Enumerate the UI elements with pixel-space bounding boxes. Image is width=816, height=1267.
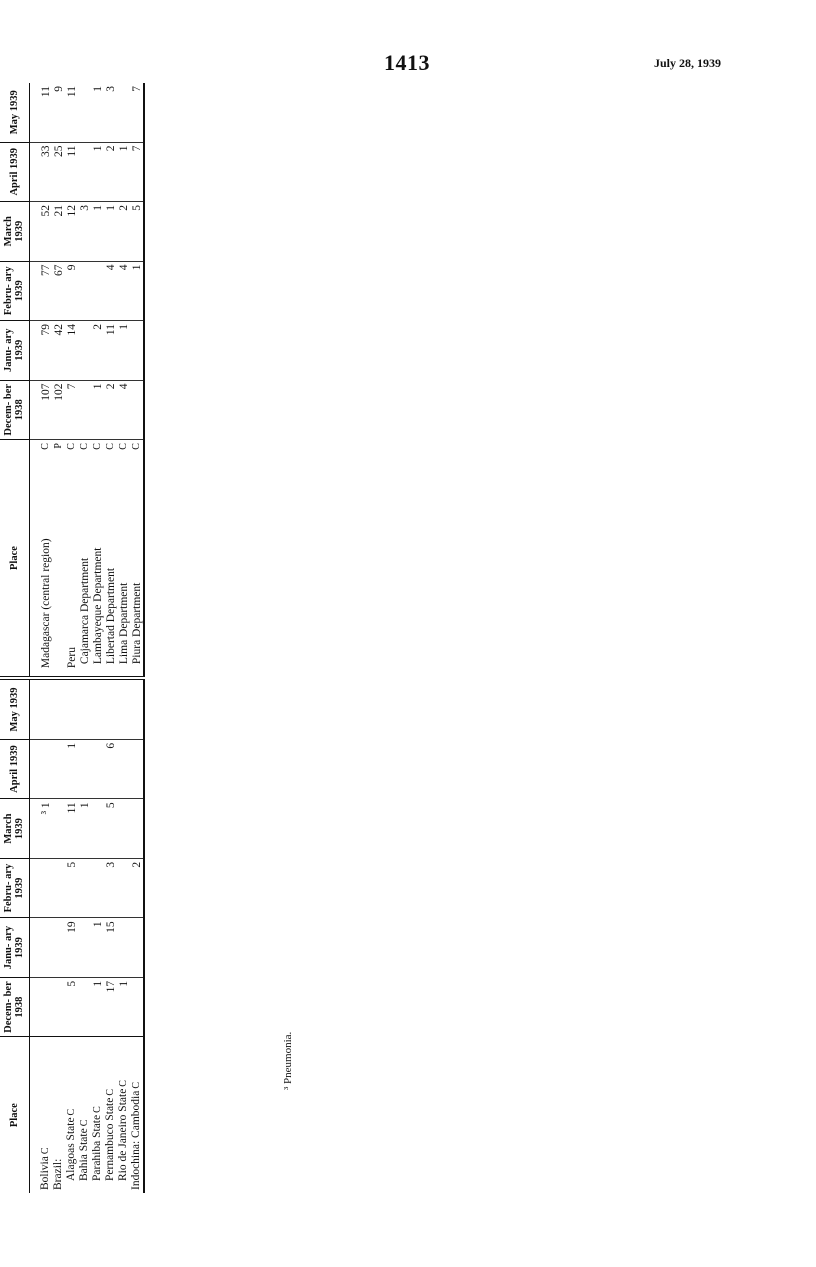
table-row [30, 83, 52, 1193]
value-cell-right-dec: 1 [91, 380, 104, 440]
place-cell-left [117, 1037, 130, 1193]
value-cell-left-dec: 1 [117, 977, 130, 1037]
place-name: Indochina: Cambodia [129, 1090, 142, 1190]
value-cell-right-mar: 12 [65, 202, 78, 262]
value-cell-right-apr: 7 [130, 142, 144, 202]
value-cell-left-feb [117, 858, 130, 918]
disease-code: C [65, 443, 77, 450]
value-cell-left-may [104, 678, 117, 739]
value-cell-left-may [30, 678, 52, 739]
value-cell-right-mar: 5 [130, 202, 144, 262]
value-cell-right-may [78, 83, 91, 142]
value-cell-left-jan [130, 918, 144, 978]
value-cell-right-mar: 2 [117, 202, 130, 262]
place-cell-right [65, 440, 78, 679]
value-cell-left-apr [91, 739, 104, 799]
value-cell-left-apr [130, 739, 144, 799]
disease-code: C [78, 443, 90, 450]
value-cell-left-feb [52, 858, 65, 918]
value-cell-left-dec: 5 [65, 977, 78, 1037]
value-cell-right-may: 3 [104, 83, 117, 142]
value-cell-left-apr: 1 [65, 739, 78, 799]
value-cell-left-apr [30, 739, 52, 799]
place-cell-left [52, 1037, 65, 1193]
value-cell-left-dec: 1 [91, 977, 104, 1037]
value-cell-right-dec: 7 [65, 380, 78, 440]
value-cell-right-dec: 2 [104, 380, 117, 440]
value-cell-right-dec: 4 [117, 380, 130, 440]
value-cell-left-feb [30, 858, 52, 918]
value-cell-right-apr: 25 [52, 142, 65, 202]
value-cell-right-mar: 3 [78, 202, 91, 262]
table-row [104, 83, 117, 1193]
place-name: Libertad Department [104, 567, 117, 665]
value-cell-right-apr [78, 142, 91, 202]
value-cell-left-jan [52, 918, 65, 978]
place-name: Bahia State [77, 1128, 90, 1181]
value-cell-right-jan: 42 [52, 321, 65, 381]
value-cell-right-may: 7 [130, 83, 144, 142]
header-mar-right: March 1939 [0, 202, 30, 262]
value-cell-right-apr: 1 [91, 142, 104, 202]
place-cell-left [78, 1037, 91, 1193]
place-cell-left [65, 1037, 78, 1193]
disease-code: C [65, 1108, 77, 1116]
disease-code: C [130, 443, 142, 450]
value-cell-right-apr: 1 [117, 142, 130, 202]
header-jan-right: Janu- ary 1939 [0, 321, 30, 381]
value-cell-left-mar: 11 [65, 799, 78, 859]
value-cell-left-may [65, 678, 78, 739]
value-cell-right-mar: 1 [104, 202, 117, 262]
value-cell-right-apr: 11 [65, 142, 78, 202]
value-cell-right-mar: 21 [52, 202, 65, 262]
place-cell-right [30, 440, 52, 679]
value-cell-left-may [117, 678, 130, 739]
table-body [30, 83, 144, 1193]
value-cell-left-jan: 1 [91, 918, 104, 978]
value-cell-left-may [78, 678, 91, 739]
header-apr-left: April 1939 [0, 739, 30, 799]
value-cell-left-mar: ³ 1 [30, 799, 52, 859]
table-row [52, 83, 65, 1193]
value-cell-right-jan: 14 [65, 321, 78, 381]
value-cell-right-may: 1 [91, 83, 104, 142]
place-cell-right [78, 440, 91, 679]
place-cell-right [91, 440, 104, 679]
value-cell-left-apr [78, 739, 91, 799]
value-cell-left-dec [30, 977, 52, 1037]
value-cell-right-feb [91, 261, 104, 321]
table-row [91, 83, 104, 1193]
place-cell-left [130, 1037, 144, 1193]
header-apr-right: April 1939 [0, 142, 30, 202]
value-cell-left-jan: 15 [104, 918, 117, 978]
disease-code: C [39, 443, 51, 450]
disease-code: C [91, 1106, 103, 1113]
disease-code: C [78, 1119, 90, 1127]
value-cell-left-apr [52, 739, 65, 799]
footnote: ³ Pneumonia. [282, 1031, 294, 1090]
place-cell-right [52, 440, 65, 679]
value-cell-left-mar [117, 799, 130, 859]
value-cell-right-dec: 102 [52, 380, 65, 440]
value-cell-right-mar: 52 [30, 202, 52, 262]
plague-table [0, 83, 145, 1193]
place-name: Lima Department [117, 582, 130, 665]
value-cell-left-mar: 1 [78, 799, 91, 859]
place-name: Brazil: [51, 1158, 64, 1190]
value-cell-left-dec: 17 [104, 977, 117, 1037]
value-cell-left-feb: 2 [130, 858, 144, 918]
value-cell-right-feb: 4 [117, 261, 130, 321]
value-cell-right-mar: 1 [91, 202, 104, 262]
value-cell-left-jan [78, 918, 91, 978]
header-may-left: May 1939 [0, 678, 30, 739]
disease-code: C [39, 1147, 51, 1155]
disease-code: C [117, 1080, 129, 1087]
value-cell-left-dec [52, 977, 65, 1037]
value-cell-left-dec [78, 977, 91, 1037]
value-cell-left-feb: 5 [65, 858, 78, 918]
place-cell-right [130, 440, 144, 679]
place-cell-left [30, 1037, 52, 1193]
header-jan-left: Janu- ary 1939 [0, 918, 30, 978]
header-feb-right: Febru- ary 1939 [0, 261, 30, 321]
value-cell-right-feb: 1 [130, 261, 144, 321]
value-cell-right-apr: 33 [30, 142, 52, 202]
place-cell-right [117, 440, 130, 679]
place-name: Pernambuco State [103, 1097, 116, 1181]
value-cell-left-may [52, 678, 65, 739]
place-name: Piura Department [130, 582, 143, 665]
value-cell-right-feb: 9 [65, 261, 78, 321]
header-feb-left: Febru- ary 1939 [0, 858, 30, 918]
value-cell-left-mar [130, 799, 144, 859]
value-cell-right-feb: 4 [104, 261, 117, 321]
disease-code: C [130, 1082, 142, 1089]
place-cell-right [104, 440, 117, 679]
place-name: Lambayeque Department [91, 547, 104, 665]
value-cell-right-jan: 79 [30, 321, 52, 381]
value-cell-left-mar [91, 799, 104, 859]
value-cell-right-may [117, 83, 130, 142]
disease-code: C [104, 443, 116, 450]
value-cell-left-may [91, 678, 104, 739]
header-place-left: Place [0, 1037, 30, 1193]
value-cell-right-feb: 67 [52, 261, 65, 321]
value-cell-left-feb [91, 858, 104, 918]
place-cell-left [91, 1037, 104, 1193]
value-cell-left-mar [52, 799, 65, 859]
value-cell-right-may: 11 [30, 83, 52, 142]
value-cell-left-mar: 5 [104, 799, 117, 859]
value-cell-left-feb: 3 [104, 858, 117, 918]
page-number: 1413 [384, 50, 430, 75]
page-date: July 28, 1939 [654, 56, 722, 70]
value-cell-left-apr: 6 [104, 739, 117, 799]
value-cell-right-jan [78, 321, 91, 381]
place-name: Rio de Janeiro State [116, 1088, 129, 1181]
value-cell-right-feb [78, 261, 91, 321]
value-cell-right-apr: 2 [104, 142, 117, 202]
disease-code: C [117, 443, 129, 450]
value-cell-left-jan [117, 918, 130, 978]
value-cell-left-feb [78, 858, 91, 918]
table-row [117, 83, 130, 1193]
table-row [78, 83, 91, 1193]
header-dec-right: Decem- ber 1938 [0, 380, 30, 440]
value-cell-right-may: 11 [65, 83, 78, 142]
place-cell-left [104, 1037, 117, 1193]
header-may-right: May 1939 [0, 83, 30, 142]
place-name: Alagoas State [64, 1117, 77, 1181]
table-row [65, 83, 78, 1193]
value-cell-left-may [130, 678, 144, 739]
place-name: Cajamarca Department [78, 557, 91, 665]
value-cell-right-jan: 2 [91, 321, 104, 381]
header-dec-left: Decem- ber 1938 [0, 977, 30, 1037]
value-cell-right-jan [130, 321, 144, 381]
disease-code: C [104, 1088, 116, 1096]
value-cell-right-dec [130, 380, 144, 440]
rotated-table-area [0, 83, 194, 1193]
table-row [130, 83, 144, 1193]
disease-code: P [52, 443, 64, 449]
value-cell-left-apr [117, 739, 130, 799]
value-cell-right-dec: 107 [30, 380, 52, 440]
value-cell-left-jan [30, 918, 52, 978]
place-name: Peru [65, 647, 78, 669]
value-cell-left-jan: 19 [65, 918, 78, 978]
header-mar-left: March 1939 [0, 799, 30, 859]
place-name: Bolivia [38, 1156, 51, 1190]
place-name: Parahiba State [90, 1114, 103, 1181]
value-cell-right-dec [78, 380, 91, 440]
disease-code: C [91, 443, 103, 450]
value-cell-right-jan: 11 [104, 321, 117, 381]
header-place-right: Place [0, 440, 30, 679]
value-cell-right-feb: 77 [30, 261, 52, 321]
place-name: Madagascar (central region) [39, 538, 52, 669]
value-cell-right-may: 9 [52, 83, 65, 142]
value-cell-right-jan: 1 [117, 321, 130, 381]
value-cell-left-dec [130, 977, 144, 1037]
